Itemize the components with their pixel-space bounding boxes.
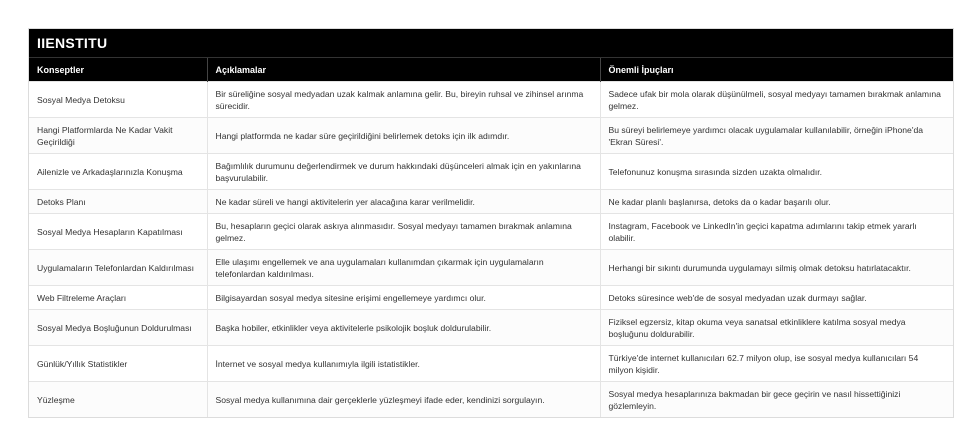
tip-cell: Sadece ufak bir mola olarak düşünülmeli, sosyal medyayı tamamen bırakmak anlamına gelmez.: [600, 82, 953, 118]
column-header-descriptions: Açıklamalar: [207, 58, 600, 82]
table-row: [29, 310, 953, 346]
description-cell: Bilgisayardan sosyal medya sitesine erişimi engellemeye yardımcı olur.: [207, 286, 600, 310]
description-cell: Hangi platformda ne kadar süre geçirildiğini belirlemek detoks için ilk adımdır.: [207, 118, 600, 154]
concept-cell: Sosyal Medya Boşluğunun Doldurulması: [29, 310, 207, 346]
column-header-concepts: Konseptler: [29, 58, 207, 82]
table-row: [29, 82, 953, 118]
description-cell: Bir süreliğine sosyal medyadan uzak kalmak anlamına gelir. Bu, bireyin ruhsal ve zihinsel arınma sürecidir.: [207, 82, 600, 118]
description-cell: Bu, hesapların geçici olarak askıya alınmasıdır. Sosyal medyayı tamamen bırakmak anlamına gelmez.: [207, 214, 600, 250]
concept-cell: Günlük/Yıllık Statistikler: [29, 346, 207, 382]
description-cell: Ne kadar süreli ve hangi aktivitelerin yer alacağına karar verilmelidir.: [207, 190, 600, 214]
concept-cell: Detoks Planı: [29, 190, 207, 214]
concept-cell: Sosyal Medya Detoksu: [29, 82, 207, 118]
table-row: [29, 286, 953, 310]
table-row: [29, 382, 953, 418]
concept-cell: Yüzleşme: [29, 382, 207, 418]
description-cell: İnternet ve sosyal medya kullanımıyla ilgili istatistikler.: [207, 346, 600, 382]
brand-header: IIENSTITU: [29, 29, 953, 57]
tip-cell: Bu süreyi belirlemeye yardımcı olacak uygulamalar kullanılabilir, örneğin iPhone'da 'Ekran Süresi'.: [600, 118, 953, 154]
table-header-row: [29, 58, 953, 82]
description-cell: Elle ulaşımı engellemek ve ana uygulamaları kullanımdan çıkarmak için uygulamaların telefonlardan kaldırılması.: [207, 250, 600, 286]
concept-cell: Web Filtreleme Araçları: [29, 286, 207, 310]
description-cell: Başka hobiler, etkinlikler veya aktivitelerle psikolojik boşluk doldurulabilir.: [207, 310, 600, 346]
tip-cell: Türkiye'de internet kullanıcıları 62.7 milyon olup, ise sosyal medya kullanıcıları 54 milyon kişidir.: [600, 346, 953, 382]
column-header-tips: Önemli İpuçları: [600, 58, 953, 82]
tip-cell: Detoks süresince web'de de sosyal medyadan uzak durmayı sağlar.: [600, 286, 953, 310]
table-row: [29, 154, 953, 190]
tip-cell: Instagram, Facebook ve LinkedIn'in geçici kapatma adımlarını takip etmek yararlı olabilir.: [600, 214, 953, 250]
concepts-table: [29, 57, 953, 417]
table-row: [29, 118, 953, 154]
table-row: [29, 190, 953, 214]
tip-cell: Telefonunuz konuşma sırasında sizden uzakta olmalıdır.: [600, 154, 953, 190]
concept-cell: Ailenizle ve Arkadaşlarınızla Konuşma: [29, 154, 207, 190]
concept-cell: Hangi Platformlarda Ne Kadar Vakit Geçirildiği: [29, 118, 207, 154]
tip-cell: Sosyal medya hesaplarınıza bakmadan bir gece geçirin ve nasıl hissettiğinizi gözlemleyin.: [600, 382, 953, 418]
concept-cell: Sosyal Medya Hesapların Kapatılması: [29, 214, 207, 250]
tip-cell: Fiziksel egzersiz, kitap okuma veya sanatsal etkinliklere katılma sosyal medya boşluğunu doldurabilir.: [600, 310, 953, 346]
tip-cell: Herhangi bir sıkıntı durumunda uygulamayı silmiş olmak detoksu hatırlatacaktır.: [600, 250, 953, 286]
description-cell: Sosyal medya kullanımına dair gerçeklerle yüzleşmeyi ifade eder, kendinizi sorgulayın.: [207, 382, 600, 418]
concept-cell: Uygulamaların Telefonlardan Kaldırılması: [29, 250, 207, 286]
table-row: [29, 346, 953, 382]
tip-cell: Ne kadar planlı başlanırsa, detoks da o kadar başarılı olur.: [600, 190, 953, 214]
description-cell: Bağımlılık durumunu değerlendirmek ve durum hakkındaki düşünceleri almak için en yakınlarına başvurulabilir.: [207, 154, 600, 190]
table-row: [29, 214, 953, 250]
content-table-card: [28, 28, 954, 418]
table-row: [29, 250, 953, 286]
